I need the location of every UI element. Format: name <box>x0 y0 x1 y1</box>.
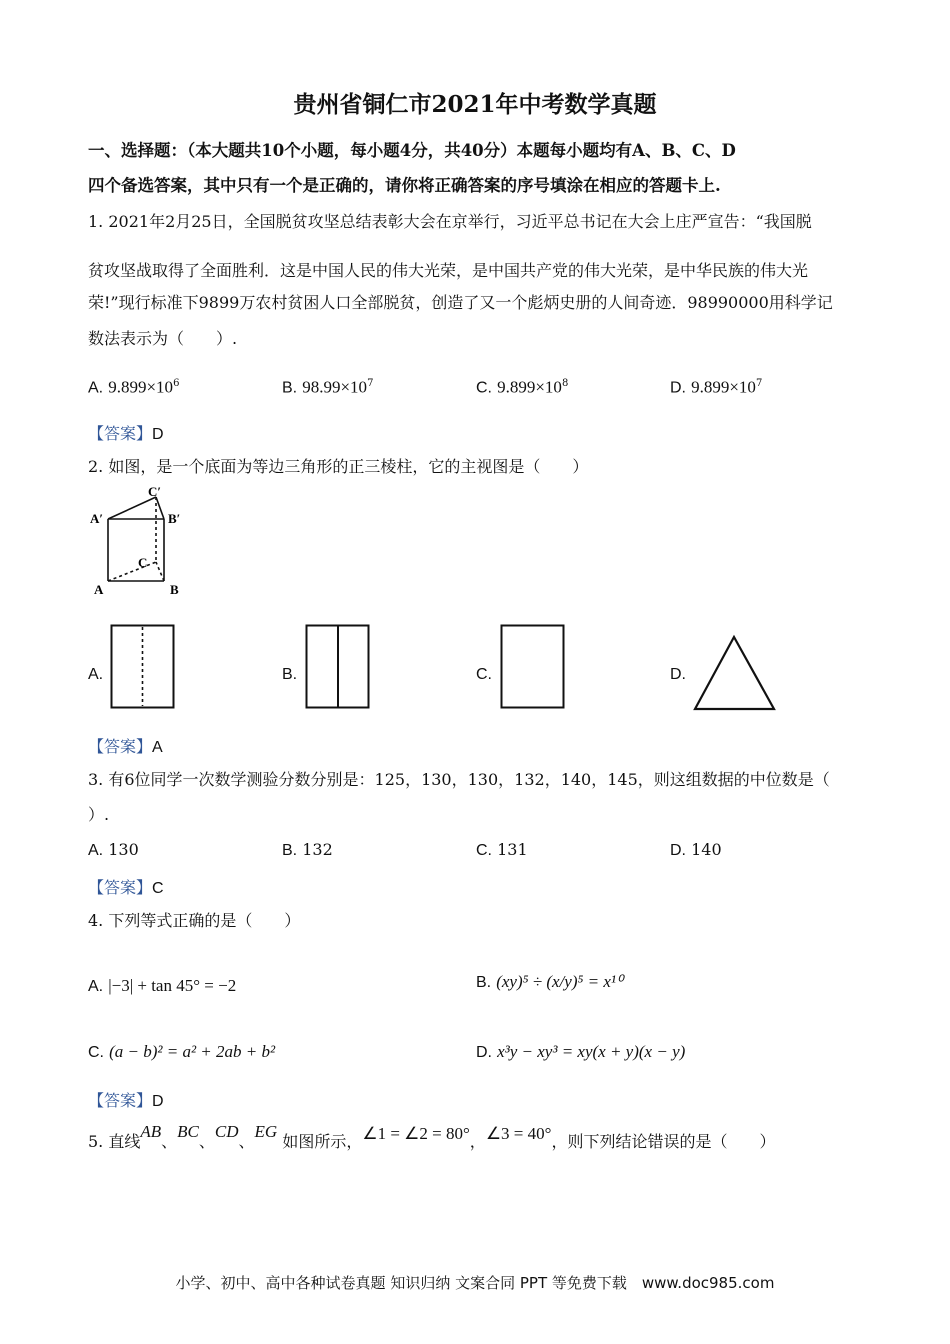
angle-3: ∠3 = 40° <box>485 1124 552 1143</box>
answer-label: 【答案】 <box>88 737 153 756</box>
option-value: 130 <box>108 840 139 859</box>
option-label: C. <box>476 842 492 859</box>
question-3-line1: 3. 有6位同学一次数学测验分数分别是：125，130，130，132，140，145，则这组数据的中位数是（ <box>88 770 830 789</box>
q1-option-a <box>88 372 179 400</box>
q4-option-b <box>476 970 623 995</box>
option-label: B. <box>476 974 492 991</box>
q5-mid: 如图所示， <box>282 1132 363 1151</box>
line-cd: CD <box>214 1122 239 1141</box>
q2-option-b-figure <box>305 624 371 710</box>
prism-label-b1: B′ <box>168 511 181 526</box>
q4-option-d <box>476 1040 685 1065</box>
prism-label-c: C <box>138 555 148 570</box>
option-math: x³y − xy³ = xy(x + y)(x − y) <box>497 1042 686 1061</box>
q1-answer <box>88 421 164 444</box>
q1-option-b <box>282 372 373 400</box>
prism-label-a: A <box>94 582 104 597</box>
q2-option-c-label: C. <box>476 666 492 683</box>
q3-option-a <box>88 838 139 863</box>
option-math: (a − b)² = a² + 2ab + b² <box>109 1042 276 1061</box>
separator: 、 <box>161 1132 178 1151</box>
question-1-line3: 荣!”现行标准下9899万农村贫困人口全部脱贫，创造了又一个彪炳史册的人间奇迹．98990000用科学记 <box>88 293 833 312</box>
option-exponent: 7 <box>367 378 374 389</box>
option-label: D. <box>670 842 686 859</box>
option-math: 9.899×10 <box>497 377 562 397</box>
section-instructions-line2: 四个备选答案，其中只有一个是正确的，请你将正确答案的序号填涂在相应的答题卡上. <box>88 176 721 195</box>
option-math: (xy)⁵ ÷ (x/y)⁵ = x¹⁰ <box>496 972 623 991</box>
q2-option-b-label: B. <box>282 666 298 683</box>
question-4-text: 4. 下列等式正确的是（ ） <box>88 911 301 930</box>
option-label: A. <box>88 379 104 397</box>
option-label: C. <box>476 379 492 397</box>
q2-option-a-label: A. <box>88 666 104 683</box>
comma: ， <box>469 1132 486 1151</box>
separator: 、 <box>198 1132 215 1151</box>
q3-option-c <box>476 838 528 863</box>
prism-label-c1: C′ <box>148 484 162 499</box>
option-math: 98.99×10 <box>302 377 368 397</box>
q5-suffix: ，则下列结论错误的是（ ） <box>551 1132 776 1151</box>
option-math: 9.899×10 <box>108 377 174 397</box>
line-ab: AB <box>140 1122 162 1141</box>
q2-answer <box>88 734 163 757</box>
q4-answer <box>88 1088 164 1111</box>
option-math: |−3| + tan 45° = −2 <box>108 976 237 995</box>
answer-label: 【答案】 <box>88 878 153 897</box>
option-label: A. <box>88 978 104 995</box>
option-label: A. <box>88 842 104 859</box>
answer-label: 【答案】 <box>88 1091 153 1110</box>
option-label: B. <box>282 842 298 859</box>
q2-option-d-label: D. <box>670 666 686 683</box>
prism-figure <box>86 482 196 600</box>
answer-value: D <box>152 426 164 443</box>
separator: 、 <box>238 1132 255 1151</box>
prism-label-a1: A′ <box>90 511 104 526</box>
page-title: 贵州省铜仁市2021年中考数学真题 <box>293 91 657 118</box>
q3-answer <box>88 875 164 898</box>
option-exponent: 7 <box>755 378 763 389</box>
q2-option-c-figure <box>500 624 566 710</box>
option-label: D. <box>670 379 686 397</box>
option-value: 132 <box>302 840 333 859</box>
q3-option-b <box>282 838 333 863</box>
q4-option-a <box>88 974 236 999</box>
q1-option-c <box>476 372 568 400</box>
question-2-text: 2. 如图，是一个底面为等边三角形的正三棱柱，它的主视图是（ ） <box>88 457 589 476</box>
answer-value: A <box>152 739 163 756</box>
option-label: D. <box>476 1044 492 1061</box>
line-eg: EG <box>254 1122 278 1141</box>
option-math: 9.899×10 <box>691 377 756 397</box>
answer-label: 【答案】 <box>88 424 153 443</box>
q1-option-d <box>670 372 762 400</box>
option-value: 140 <box>691 840 722 859</box>
q3-option-d <box>670 838 722 863</box>
question-5-text <box>88 1122 776 1154</box>
prism-label-b: B <box>170 582 179 597</box>
answer-value: D <box>152 1093 164 1110</box>
option-exponent: 8 <box>561 378 569 389</box>
answer-value: C <box>152 880 164 897</box>
option-exponent: 6 <box>173 378 180 389</box>
q5-prefix: 5. 直线 <box>88 1132 141 1151</box>
option-value: 131 <box>497 840 528 859</box>
question-1-line2: 贫攻坚战取得了全面胜利．这是中国人民的伟大光荣，是中国共产党的伟大光荣，是中华民族的伟大光 <box>88 261 809 280</box>
option-label: C. <box>88 1044 104 1061</box>
q4-option-c <box>88 1040 275 1065</box>
angle-1-2: ∠1 = ∠2 = 80° <box>362 1124 470 1143</box>
q2-option-a-figure <box>110 624 176 710</box>
option-label: B. <box>282 379 298 397</box>
question-3-line2: ）. <box>88 805 110 824</box>
q2-option-d-figure <box>692 634 778 712</box>
line-bc: BC <box>177 1122 199 1141</box>
section-instructions-line1: 一、选择题：（本大题共10个小题，每小题4分，共40分）本题每小题均有A、B、C、D <box>88 141 736 160</box>
question-1-line1: 1. 2021年2月25日，全国脱贫攻坚总结表彰大会在京举行，习近平总书记在大会上庄严宣告：“我国脱 <box>88 212 812 231</box>
footer-text: 小学、初中、高中各种试卷真题 知识归纳 文案合同 PPT 等免费下载 www.doc985.com <box>175 1274 775 1292</box>
question-1-line4: 数法表示为（ ）. <box>88 329 238 348</box>
